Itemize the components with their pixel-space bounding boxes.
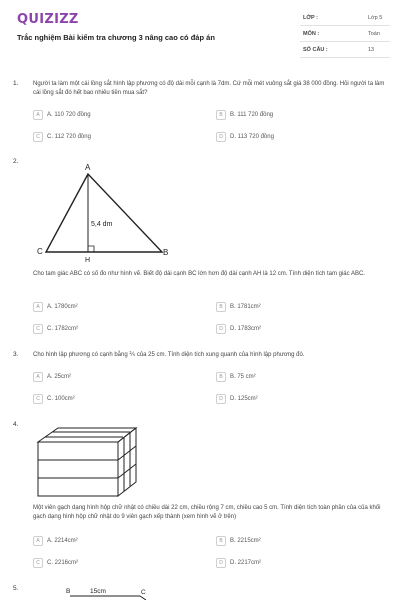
option-text: A. 110 720 đồng — [47, 112, 91, 118]
page-title: Trắc nghiệm Bài kiểm tra chương 3 nâng cao có đáp án — [17, 33, 215, 42]
option-letter-box: C — [33, 324, 43, 334]
triangle-abc — [46, 174, 162, 252]
option-text: D. 113 720 đồng — [230, 134, 274, 140]
option-d[interactable] — [216, 131, 274, 143]
length-label: 15cm — [90, 588, 106, 595]
option-text: B. 75 cm² — [230, 374, 256, 380]
option-d[interactable] — [216, 557, 261, 569]
option-text: C. 1782cm² — [47, 326, 79, 332]
option-text: A. 25cm² — [47, 374, 72, 380]
foot-h-label: H — [85, 257, 91, 264]
vertex-c-label: C — [141, 589, 146, 596]
meta-value: 13 — [368, 47, 375, 53]
option-letter-box: B — [216, 110, 226, 120]
option-letter-box: D — [216, 132, 226, 142]
brick-stack-figure — [36, 424, 140, 502]
option-text: C. 100cm² — [47, 396, 75, 402]
option-text: B. 2215cm² — [230, 538, 261, 544]
question-number: 5. — [13, 585, 19, 592]
option-c[interactable] — [33, 557, 78, 569]
vertex-a-label: A — [85, 163, 91, 172]
meta-label: LỚP : — [303, 15, 318, 21]
question-number: 3. — [13, 351, 19, 358]
option-a[interactable] — [33, 109, 91, 121]
option-c[interactable] — [33, 393, 75, 405]
option-letter-box: A — [33, 110, 43, 120]
worksheet-header — [0, 0, 400, 62]
meta-grade — [300, 10, 390, 26]
vertex-c-label: C — [37, 247, 43, 256]
question-text: Người ta làm một cái lồng sắt hình lập phương có độ dài mỗi cạnh là 7dm. Cứ mỗi mét vuông sắt giá 38 000 đồng. Hỏi người ta làm cái lồng sắt đó hết bao nhiêu tiền mua sắt? — [33, 81, 385, 96]
question-number: 1. — [13, 80, 19, 87]
option-letter-box: B — [216, 536, 226, 546]
side-row-line — [118, 446, 136, 460]
meta-count — [300, 42, 390, 58]
option-text: A. 2214cm² — [47, 538, 78, 544]
vertex-b-label: B — [66, 588, 71, 595]
side-row-line — [118, 464, 136, 478]
question-text: Một viên gạch dạng hình hộp chữ nhật có chiều dài 22 cm, chiều rộng 7 cm, chiều cao 5 cm. Tính diện tích toàn phần của của khối gạch dạng hình hộp chữ nhật do 9 viên gạch xếp thành (xem hình vẽ ở trên) — [33, 505, 381, 520]
option-b[interactable] — [216, 301, 261, 313]
option-a[interactable] — [33, 535, 78, 547]
meta-value: Toán — [368, 31, 380, 37]
option-letter-box: A — [33, 372, 43, 382]
option-a[interactable] — [33, 301, 78, 313]
option-letter-box: D — [216, 324, 226, 334]
option-letter-box: B — [216, 372, 226, 382]
option-letter-box: A — [33, 536, 43, 546]
option-text: C. 112 720 đồng — [47, 134, 91, 140]
option-text: B. 111 720 đồng — [230, 112, 274, 118]
height-label: 5,4 dm — [91, 221, 113, 228]
meta-label: SỐ CÂU : — [303, 47, 328, 53]
option-text: A. 1780cm² — [47, 304, 78, 310]
option-text: C. 2216cm² — [47, 560, 79, 566]
option-c[interactable] — [33, 131, 91, 143]
meta-subject — [300, 26, 390, 42]
right-angle-mark — [88, 246, 94, 252]
question-text: Cho hình lập phương có cạnh bằng ⅖ của 25 cm. Tính diện tích xung quanh của hình lập phương đó. — [33, 352, 305, 358]
option-b[interactable] — [216, 535, 261, 547]
meta-value: Lớp 5 — [368, 15, 383, 21]
brick-stack — [38, 428, 136, 496]
option-letter-box: A — [33, 302, 43, 312]
side-edge — [140, 596, 146, 600]
option-letter-box: C — [33, 558, 43, 568]
option-b[interactable] — [216, 371, 256, 383]
option-letter-box: B — [216, 302, 226, 312]
option-text: D. 2217cm² — [230, 560, 262, 566]
option-text: B. 1781cm² — [230, 304, 261, 310]
option-d[interactable] — [216, 323, 261, 335]
option-b[interactable] — [216, 109, 273, 121]
triangle-figure — [30, 160, 180, 264]
option-text: D. 125cm² — [230, 396, 258, 402]
option-text: D. 1783cm² — [230, 326, 262, 332]
option-letter-box: D — [216, 394, 226, 404]
side-face — [118, 428, 136, 496]
option-a[interactable] — [33, 371, 71, 383]
quizizz-logo: QUIZIZZ — [17, 12, 79, 27]
front-face — [38, 442, 118, 496]
question-number: 4. — [13, 421, 19, 428]
option-letter-box: C — [33, 132, 43, 142]
vertex-b-label: B — [163, 248, 169, 257]
option-d[interactable] — [216, 393, 258, 405]
trapezoid-figure — [60, 584, 160, 600]
meta-label: MÔN : — [303, 31, 320, 37]
option-c[interactable] — [33, 323, 78, 335]
option-letter-box: D — [216, 558, 226, 568]
option-letter-box: C — [33, 394, 43, 404]
question-text: Cho tam giác ABC có số đo như hình vẽ. Biết độ dài cạnh BC lớn hơn độ dài cạnh AH là 12 cm. Tính diện tích tam giác ABC. — [33, 271, 365, 277]
question-number: 2. — [13, 158, 19, 165]
